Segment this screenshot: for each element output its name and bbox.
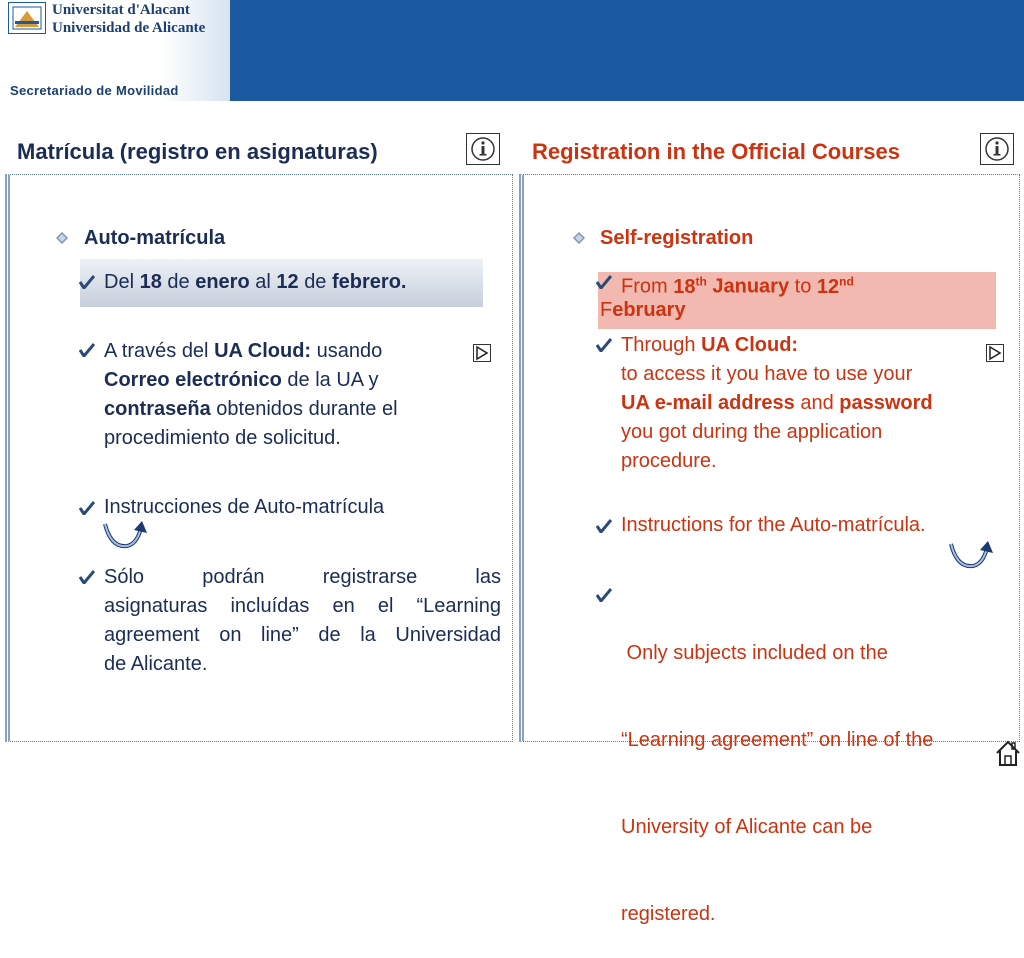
left-title: Matrícula (registro en asignaturas) <box>17 139 378 164</box>
check-bullet-icon <box>79 501 95 515</box>
link-arrow-icon[interactable] <box>101 518 149 550</box>
header-banner <box>0 0 1024 101</box>
check-bullet-icon <box>596 338 612 352</box>
check-bullet-icon <box>79 275 95 289</box>
home-icon[interactable] <box>994 739 1022 767</box>
right-instructions-link[interactable]: Instructions for the Auto-matrícula. <box>621 514 926 536</box>
right-title: Registration in the Official Courses <box>532 139 900 164</box>
right-only-subjects-text: Only subjects included on the “Learning agreement” on line of the University of Alicante can be registered. <box>621 642 934 925</box>
check-bullet-icon <box>596 519 612 533</box>
left-cloud-text: A través del UA Cloud: usando Correo electrónico de la UA y contraseña obtenidos durante el procedimiento de solicitud. <box>104 340 398 449</box>
university-name-valencian: Universitat d'Alacant <box>52 2 190 18</box>
info-icon[interactable] <box>980 133 1014 165</box>
diamond-bullet-icon <box>573 232 585 244</box>
left-instructions-link[interactable]: Instrucciones de Auto-matrícula <box>104 496 385 518</box>
university-name-spanish: Universidad de Alicante <box>52 20 206 36</box>
left-dates-text: Del 18 de enero al 12 de febrero. <box>104 271 407 293</box>
play-link-icon[interactable] <box>473 344 491 362</box>
check-bullet-icon <box>596 275 612 289</box>
link-arrow-icon[interactable] <box>947 538 995 570</box>
left-only-subjects-text: Sólo podrán registrarse las asignaturas incluídas en el “Learning agreement on line” de la Universidad de Alicante. <box>104 566 501 675</box>
check-bullet-icon <box>596 588 612 602</box>
diamond-bullet-icon <box>56 232 68 244</box>
right-cloud-text: Through UA Cloud: to access it you have to use your UA e-mail address and password you got during the application procedure. <box>621 334 933 472</box>
check-bullet-icon <box>79 343 95 357</box>
right-dates-text: From 18th January to 12nd <box>621 274 854 298</box>
left-heading: Auto-matrícula <box>84 227 226 249</box>
right-heading: Self-registration <box>600 227 754 249</box>
university-name <box>52 1 205 37</box>
secretariat-name: Secretariado de Movilidad <box>10 83 179 98</box>
info-icon[interactable] <box>466 133 500 165</box>
play-link-icon[interactable] <box>986 344 1004 362</box>
right-dates-month: February <box>600 299 686 321</box>
university-logo-icon <box>8 2 46 34</box>
check-bullet-icon <box>79 570 95 584</box>
